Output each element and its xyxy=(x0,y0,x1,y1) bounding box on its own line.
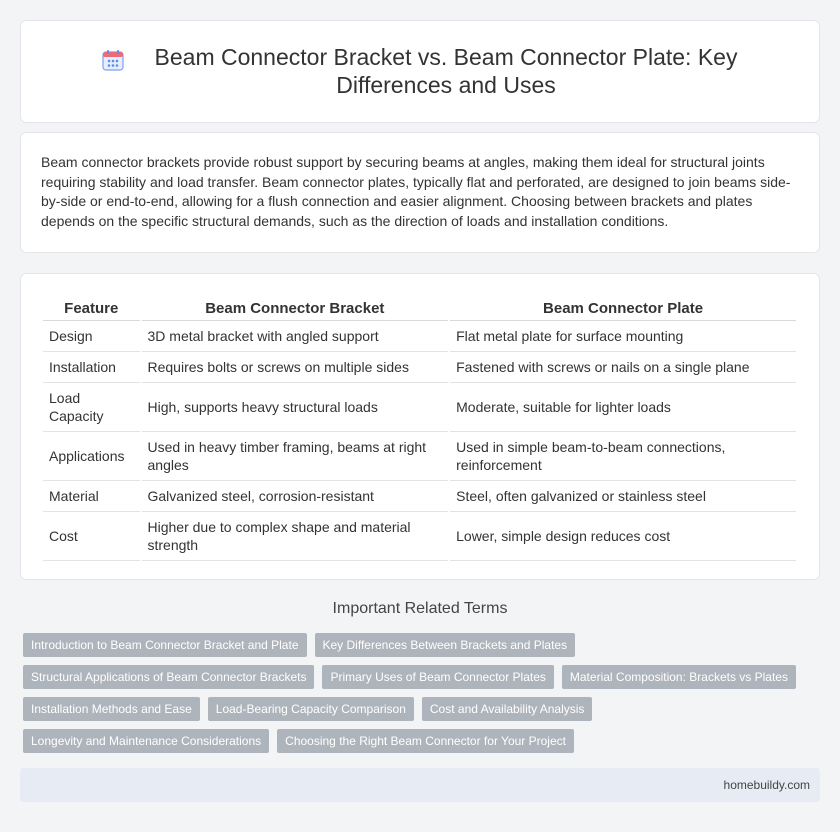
related-term-tag[interactable]: Choosing the Right Beam Connector for Your Project xyxy=(277,729,574,753)
comparison-table xyxy=(41,296,798,561)
related-term-tag[interactable]: Installation Methods and Ease xyxy=(23,697,200,721)
related-term-tag[interactable]: Material Composition: Brackets vs Plates xyxy=(562,665,796,689)
title-wrap xyxy=(21,43,819,99)
row-feature: Design xyxy=(43,321,140,352)
calendar-icon xyxy=(102,49,124,71)
row-plate-value: Used in simple beam-to-beam connections, reinforcement xyxy=(450,432,796,481)
row-plate-value: Flat metal plate for surface mounting xyxy=(450,321,796,352)
row-bracket-value: Higher due to complex shape and material strength xyxy=(142,512,449,561)
row-bracket-value: Used in heavy timber framing, beams at right angles xyxy=(142,432,449,481)
related-terms-list xyxy=(23,633,813,753)
related-term-tag[interactable]: Structural Applications of Beam Connector Brackets xyxy=(23,665,314,689)
related-term-tag[interactable]: Key Differences Between Brackets and Plates xyxy=(315,633,576,657)
page-title: Beam Connector Bracket vs. Beam Connector Plate: Key Differences and Uses xyxy=(154,44,738,98)
table-row xyxy=(43,432,796,481)
row-plate-value: Fastened with screws or nails on a single plane xyxy=(450,352,796,383)
row-bracket-value: Galvanized steel, corrosion-resistant xyxy=(142,481,449,512)
row-feature: Material xyxy=(43,481,140,512)
row-plate-value: Moderate, suitable for lighter loads xyxy=(450,383,796,432)
row-plate-value: Lower, simple design reduces cost xyxy=(450,512,796,561)
related-term-tag[interactable]: Primary Uses of Beam Connector Plates xyxy=(322,665,553,689)
title-card xyxy=(20,20,820,123)
header-feature: Feature xyxy=(43,296,140,321)
header-plate: Beam Connector Plate xyxy=(450,296,796,321)
row-feature: Installation xyxy=(43,352,140,383)
intro-paragraph: Beam connector brackets provide robust support by securing beams at angles, making them ideal for structural joints requiring stability and load transfer. Beam connector plates, typically flat and perforated, are designed to join beams side-by-side or end-to-end, allowing for a flush connection and easier alignment. Choosing between brackets and plates depends on the specific structural demands, such as the direction of loads and installation conditions. xyxy=(41,154,791,229)
comparison-card xyxy=(20,273,820,580)
related-term-tag[interactable]: Cost and Availability Analysis xyxy=(422,697,593,721)
related-term-tag[interactable]: Introduction to Beam Connector Bracket and Plate xyxy=(23,633,307,657)
header-bracket: Beam Connector Bracket xyxy=(142,296,449,321)
row-bracket-value: 3D metal bracket with angled support xyxy=(142,321,449,352)
intro-card xyxy=(20,132,820,253)
row-feature: Cost xyxy=(43,512,140,561)
table-row xyxy=(43,383,796,432)
row-feature: Load Capacity xyxy=(43,383,140,432)
row-bracket-value: Requires bolts or screws on multiple sides xyxy=(142,352,449,383)
row-plate-value: Steel, often galvanized or stainless steel xyxy=(450,481,796,512)
row-bracket-value: High, supports heavy structural loads xyxy=(142,383,449,432)
row-feature: Applications xyxy=(43,432,140,481)
table-row xyxy=(43,481,796,512)
table-header-row xyxy=(43,296,796,321)
related-term-tag[interactable]: Longevity and Maintenance Considerations xyxy=(23,729,269,753)
footer xyxy=(20,768,820,802)
table-row xyxy=(43,321,796,352)
footer-site-link[interactable]: homebuildy.com xyxy=(723,778,810,792)
related-terms-heading: Important Related Terms xyxy=(332,600,508,617)
table-row xyxy=(43,512,796,561)
related-term-tag[interactable]: Load-Bearing Capacity Comparison xyxy=(208,697,414,721)
table-row xyxy=(43,352,796,383)
